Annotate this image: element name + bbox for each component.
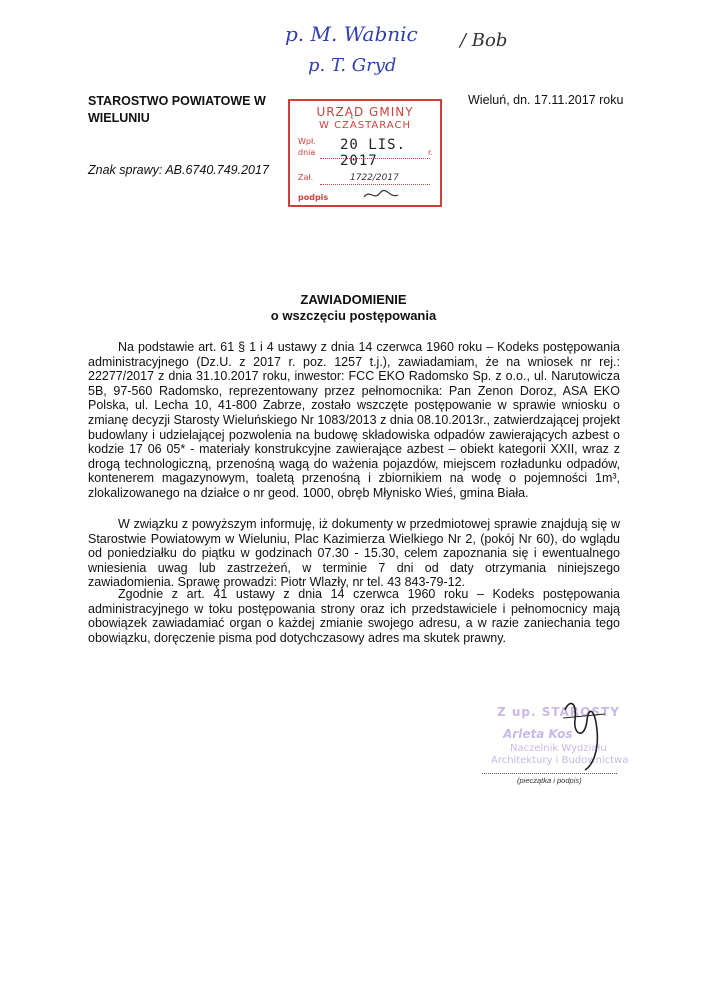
stamp-signature-scribble	[362, 187, 402, 203]
paragraph-1: Na podstawie art. 61 § 1 i 4 ustawy z dnia 14 czerwca 1960 roku – Kodeks postępowania administracyjnego (Dz.U. z 2017 r. poz. 1257 t.j.), zawiadamiam, że na wniosek nr rej.: 22277/2017 z dnia 31.10.2017 roku, inwestor: FCC EKO Radomsko Sp. z o.o., ul. Narutowicza 5B, 97-560 Radomsko, reprezentowany przez pełnomocnika: Pan Zenon Doroz, ASA EKO Polska, ul. Lecha 10, 41-800 Zabrze, zostało wszczęte postępowanie w sprawie wniosku o zmianę decyzji Starosty Wieluńskiego Nr 1083/2013 z dnia 08.10.2013r., zatwierdzającej projekt budowlany i udzielającej pozwolenia na budowę składowiska odpadów zawierających azbest o kodzie 17 06 05* - materiały konstrukcyjne zawierające azbest – obiekt kategorii XXII, wraz z drogą technologiczną, przenośną wagą do ważenia pojazdów, miejscem rozładunku odpadów, kontenerem magazynowym, toaletą przenośną i zbiornikiem na wodę o pojemności 1m³, zlokalizowanego na działce o nr geod. 1000, obręb Młynisko Wieś, gmina Biała.	[88, 340, 620, 500]
handwritten-initials: / Bob	[460, 30, 508, 51]
stamp-wpl-label: Wpł.	[298, 137, 316, 146]
signature-position: Naczelnik Wydziału	[510, 743, 607, 754]
stamp-office: URZĄD GMINY	[316, 105, 414, 119]
stamp-date: 20 LIS. 2017	[340, 137, 407, 169]
signature-on-behalf: Z up. STAROSTY	[497, 705, 620, 719]
handwritten-note-line2: p. T. Gryd	[308, 55, 397, 76]
stamp-r-label: r.	[428, 148, 434, 157]
stamp-locality: W CZASTARACH	[319, 120, 411, 131]
signature-note: (pieczątka i podpis)	[517, 776, 582, 785]
case-reference: Znak sprawy: AB.6740.749.2017	[88, 163, 269, 177]
place-date: Wieluń, dn. 17.11.2017 roku	[468, 93, 624, 107]
handwritten-signature	[555, 690, 615, 780]
paragraph-2: W związku z powyższym informuję, iż dokumenty w przedmiotowej sprawie znajdują się w Starostwie Powiatowym w Wieluniu, Plac Kazimierza Wielkiego Nr 2, (pokój Nr 60), do wglądu od poniedziałku do piątku w godzinach 07.30 - 15.30, celem zapoznania się i ewentualnego wniesienia uwag lub zastrzeżeń, w terminie 7 dni od daty otrzymania niniejszego zawiadomienia. Sprawę prowadzi: Piotr Wlazły, nr tel. 43 843-79-12.	[88, 517, 620, 590]
document-title: ZAWIADOMIENIE	[300, 292, 407, 307]
paragraph-3: Zgodnie z art. 41 ustawy z dnia 14 czerwca 1960 roku – Kodeks postępowania administracyjnego w toku postępowania strony oraz ich przedstawiciele i pełnomocnicy mają obowiązek zawiadamiać organ o każdej zmianie swojego adresu, a w razie zaniechania tego obowiązku, doręczenie pisma pod dotychczasowy adres ma skutek prawny.	[88, 587, 620, 645]
issuer-name: STAROSTWO POWIATOWE W WIELUNIU	[88, 94, 266, 125]
incoming-stamp	[288, 99, 442, 207]
signature-department: Architektury i Budownictwa	[491, 755, 629, 766]
stamp-podpis-label: podpis	[298, 193, 329, 202]
stamp-zal-line	[320, 184, 430, 185]
handwritten-note-line1: p. M. Wabnic	[285, 22, 418, 46]
stamp-zal-value: 1722/2017	[350, 173, 399, 183]
stamp-dnia-label: dnia	[298, 148, 316, 157]
stamp-zal-label: Zał.	[298, 173, 314, 182]
signature-line	[482, 773, 617, 774]
stamp-date-line	[320, 158, 430, 159]
document-subtitle: o wszczęciu postępowania	[270, 308, 437, 323]
signature-name: Arleta Kos	[503, 727, 573, 741]
